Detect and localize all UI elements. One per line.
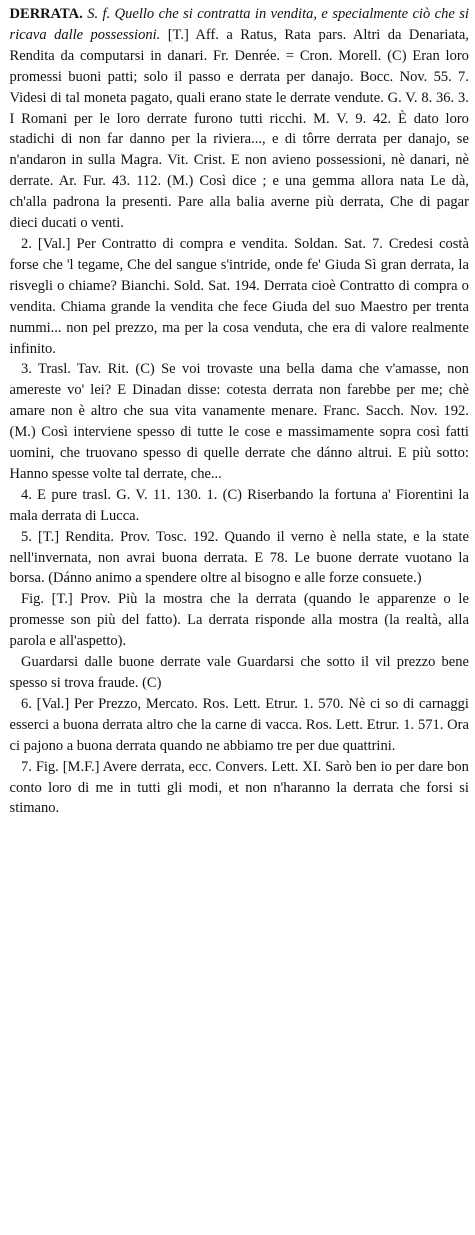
sense-5: 5. [T.] Rendita. Prov. Tosc. 192. Quando il verno è nella state, e la state nell'invernata, non avrai buona derrata. E 78. Le buone derrate vuotano la borsa. (Dánno animo a spendere oltre al bisogno e alle forze consuete.) — [9, 527, 469, 587]
part-of-speech: S. f. — [87, 5, 111, 22]
sense-2: 2. [Val.] Per Contratto di compra e vendita. Soldan. Sat. 7. Credesi costà forse che 'l tegame, Che del sangue s'intride, onde fe' Giuda Sì gran derrata, la risvegli o chiame? Bianchi. Sold. Sat. 194. Derrata cioè Contratto di compra o vendita. Chiama grande la vendita che fece Giuda del suo Maestro per trenta nummi... non pel prezzo, ma per la cosa venduta, che era di valore realmente infinito. — [9, 234, 469, 357]
sense-6: 6. [Val.] Per Prezzo, Mercato. Ros. Lett. Etrur. 1. 570. Nè ci so di carnaggi esserci a buona derrata altro che la carne di vacca. Ros. Lett. Etrur. 1. 571. Ora ci pajono a buona derrata quando ne abbiamo tre per due quattrini. — [9, 694, 469, 754]
sense-fig: Fig. [T.] Prov. Più la mostra che la derrata (quando le apparenze o le promesse son più del fatto). La derrata risponde alla mostra (la realtà, alla parola e all'aspetto). — [9, 590, 469, 650]
sense-7: 7. Fig. [M.F.] Avere derrata, ecc. Convers. Lett. XI. Sarò ben io per dare bon conto loro di me in tutti gli modi, et non n'haranno la derrata che forsi si stimano. — [9, 757, 469, 817]
sense-4: 4. E pure trasl. G. V. 11. 130. 1. (C) Riserbando la fortuna a' Fiorentini la mala derrata di Lucca. — [9, 485, 469, 524]
sense-3: 3. Trasl. Tav. Rit. (C) Se voi trovaste una bella dama che v'amasse, non amereste vo' lei? E Dinadan disse: cotesta derrata non farebbe per me; chè amare non è altro che sua vita vanamente menare. Franc. Sacch. Nov. 192. (M.) Così interviene spesso di tutte le cose e massimamente sopra così fatti uomini, che truovano spesso di quelle derrate che dánno altrui. E più sotto: Hanno spesse volte tal derrate, che... — [9, 360, 469, 482]
sense-guardarsi: Guardarsi dalle buone derrate vale Guardarsi che sotto il vil prezzo bene spesso si trova fraude. (C) — [9, 653, 469, 691]
entry-definition: Quello che si contratta in vendita, e specialmente ciò che si ricava dalle possessioni. — [9, 5, 469, 43]
entry-main-text: [T.] Aff. a Ratus, Rata pars. Altri da Denariata, Rendita da computarsi in danari. Fr. Denrée. = Cron. Morell. (C) Eran loro promessi buoni patti; solo il passo e derrata per danajo. Bocc. Nov. 55. 7. Videsi di tal moneta pagato, quali erano state le derrate vendute. G. V. 8. 36. 3. I Romani per le loro derrate furono tutti ricchi. M. V. 9. 42. È dato loro stadichi di non far danno per la riviera..., e di tôrre derrata per danajo, se n'andaron in sulla Magra. Vit. Crist. E non avieno possessioni, nè danari, nè derrate. Ar. Fur. 43. 112. (M.) Così dice ; e una gemma allora nata Le dà, ch'alla padrona la presenti. Pare alla balia averne più derrata, Che di pagar dieci ducati o venti. — [9, 25, 469, 232]
headword: DERRATA. — [9, 5, 83, 22]
entry-derrata — [10, 4, 469, 234]
